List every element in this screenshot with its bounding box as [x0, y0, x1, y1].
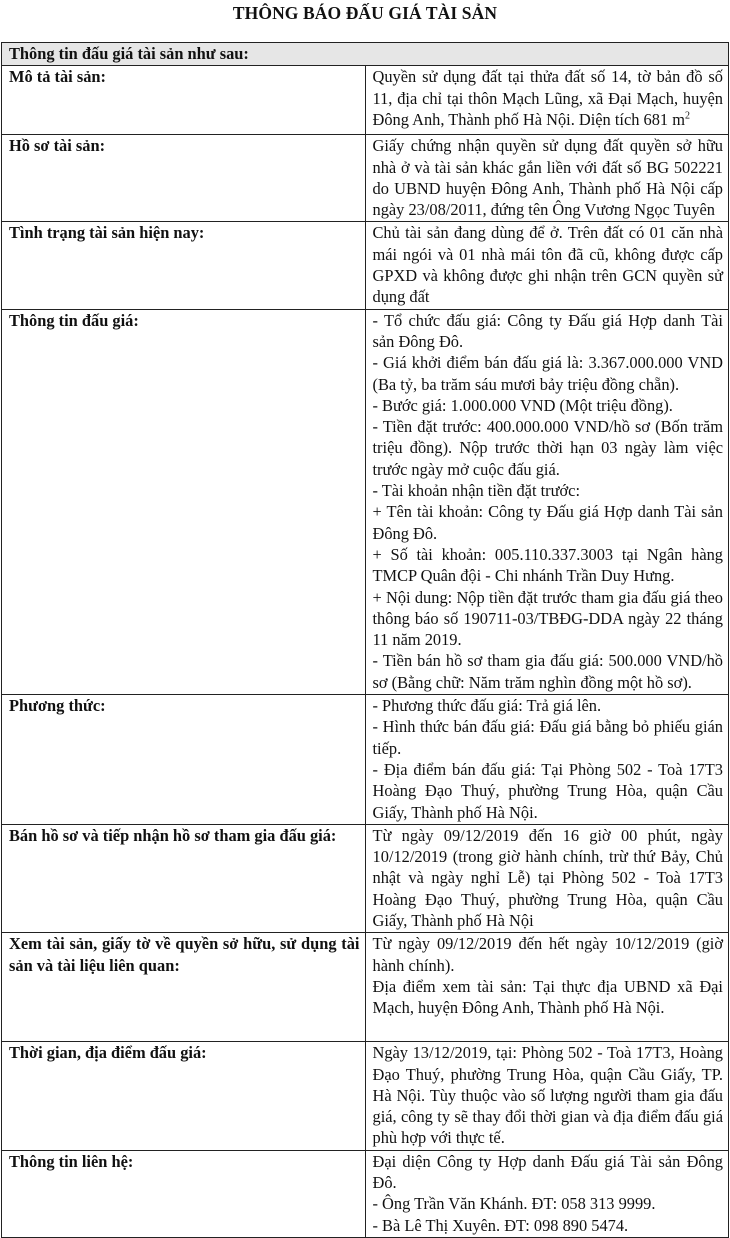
auction-organizer: - Tổ chức đấu giá: Công ty Đấu giá Hợp danh Tài sản Đông Đô. [372, 310, 723, 351]
table-row [2, 222, 729, 309]
deposit: - Tiền đặt trước: 400.000.000 VND/hồ sơ (Bốn trăm triệu đồng). Nộp trước thời hạn 03 ngày làm việc trước ngày mở cuộc đấu giá. [372, 417, 723, 479]
asset-documents-label: Hồ sơ tài sản: [2, 135, 366, 222]
starting-price: - Giá khởi điểm bán đấu giá là: 3.367.000.000 VND (Ba tỷ, ba trăm sáu mươi bảy triệu đồng chẵn). [372, 353, 723, 394]
contact-company: Đại diện Công ty Hợp danh Đấu giá Tài sản Đông Đô. [372, 1151, 723, 1193]
viewing-value [365, 933, 729, 1042]
auction-method: - Phương thức đấu giá: Trả giá lên. [372, 696, 602, 716]
auction-location: - Địa điểm bán đấu giá: Tại Phòng 502 - Toà 17T3 Hoàng Đạo Thuý, phường Trung Hòa, quận Cầu Giấy, Thành phố Hà Nội. [372, 759, 723, 822]
table-row [2, 66, 729, 135]
document-sale-value: Từ ngày 09/12/2019 đến 16 giờ 00 phút, ngày 10/12/2019 (trong giờ hành chính, trừ thứ Bảy, Chủ nhật và ngày nghỉ Lễ) tại Phòng 502 - Toà 17T3 Hoàng Đạo Thuý, phường Trung Hòa, quận Cầu Giấy, Thành phố Hà Nội [365, 824, 729, 932]
deposit-account-heading: - Tài khoản nhận tiền đặt trước: [372, 481, 580, 501]
viewing-period: Từ ngày 09/12/2019 đến hết ngày 10/12/2019 (giờ hành chính). [372, 934, 723, 975]
auction-info-value [365, 309, 729, 694]
table-header-row [2, 43, 729, 66]
table-row [2, 309, 729, 694]
account-name: + Tên tài khoản: Công ty Đấu giá Hợp danh Tài sản Đông Đô. [372, 502, 723, 543]
auction-info-label: Thông tin đấu giá: [2, 309, 366, 694]
table-row [2, 824, 729, 932]
area-unit-superscript: 2 [684, 110, 690, 122]
table-row [2, 1150, 729, 1237]
time-place-value: Ngày 13/12/2019, tại: Phòng 502 - Toà 17T3, Hoàng Đạo Thuý, phường Trung Hòa, quận Cầu Giấy, TP. Hà Nội. Tùy thuộc vào số lượng người tham gia đấu giá, công ty sẽ thay đổi thời gian và địa điểm đấu giá phù hợp với thực tế. [365, 1042, 729, 1150]
document-title: THÔNG BÁO ĐẤU GIÁ TÀI SẢN [232, 3, 498, 23]
document-fee: - Tiền bán hồ sơ tham gia đấu giá: 500.000 VND/hồ sơ (Bằng chữ: Năm trăm nghìn đồng một hồ sơ). [372, 651, 723, 692]
bid-increment: - Bước giá: 1.000.000 VND (Một triệu đồng). [372, 395, 673, 415]
viewing-location: Địa điểm xem tài sản: Tại thực địa UBND xã Đại Mạch, huyện Đông Anh, Thành phố Hà Nội. [372, 976, 723, 1018]
table-row [2, 933, 729, 1042]
contact-value [365, 1150, 729, 1237]
table-row [2, 1042, 729, 1150]
methods-value [365, 695, 729, 825]
asset-documents-value: Giấy chứng nhận quyền sử dụng đất quyền sở hữu nhà ở và tài sản khác gắn liền với đất số BG 502221 do UBND huyện Đông Anh, Thành phố Hà Nội cấp ngày 23/08/2011, đứng tên Ông Vương Ngọc Tuyên [365, 135, 729, 222]
table-row [2, 135, 729, 222]
contact-label: Thông tin liên hệ: [2, 1150, 366, 1237]
methods-label: Phương thức: [2, 695, 366, 825]
payment-content: + Nội dung: Nộp tiền đặt trước tham gia đấu giá theo thông báo số 190711-03/TBĐG-DDA ngày 22 tháng 11 năm 2019. [372, 587, 723, 650]
asset-status-label: Tình trạng tài sản hiện nay: [2, 222, 366, 309]
auction-info-table [1, 42, 729, 1238]
asset-description-value [365, 66, 729, 135]
asset-description-label: Mô tả tài sản: [2, 66, 366, 135]
document-sale-label: Bán hồ sơ và tiếp nhận hồ sơ tham gia đấu giá: [2, 824, 366, 932]
asset-status-value: Chủ tài sản đang dùng để ở. Trên đất có 01 căn nhà mái ngói và 01 nhà mái tôn đã cũ, không được cấp GPXD và không được ghi nhận trên GCN quyền sử dụng đất [365, 222, 729, 309]
table-header: Thông tin đấu giá tài sản như sau: [2, 43, 729, 66]
time-place-label: Thời gian, địa điểm đấu giá: [2, 1042, 366, 1150]
contact-person-1: - Ông Trần Văn Khánh. ĐT: 058 313 9999. [372, 1194, 656, 1214]
contact-person-2: - Bà Lê Thị Xuyên. ĐT: 098 890 5474. [372, 1215, 629, 1235]
auction-form: - Hình thức bán đấu giá: Đấu giá bằng bỏ phiếu gián tiếp. [372, 717, 723, 758]
viewing-label: Xem tài sản, giấy tờ về quyền sở hữu, sử dụng tài sản và tài liệu liên quan: [2, 933, 366, 1042]
table-row [2, 695, 729, 825]
account-number: + Số tài khoản: 005.110.337.3003 tại Ngân hàng TMCP Quân đội - Chi nhánh Trần Duy Hưng. [372, 544, 723, 586]
asset-description-text: Quyền sử dụng đất tại thửa đất số 14, tờ bản đồ số 11, địa chỉ tại thôn Mạch Lũng, xã Đại Mạch, huyện Đông Anh, Thành phố Hà Nội. Diện tích 681 m [372, 67, 723, 129]
